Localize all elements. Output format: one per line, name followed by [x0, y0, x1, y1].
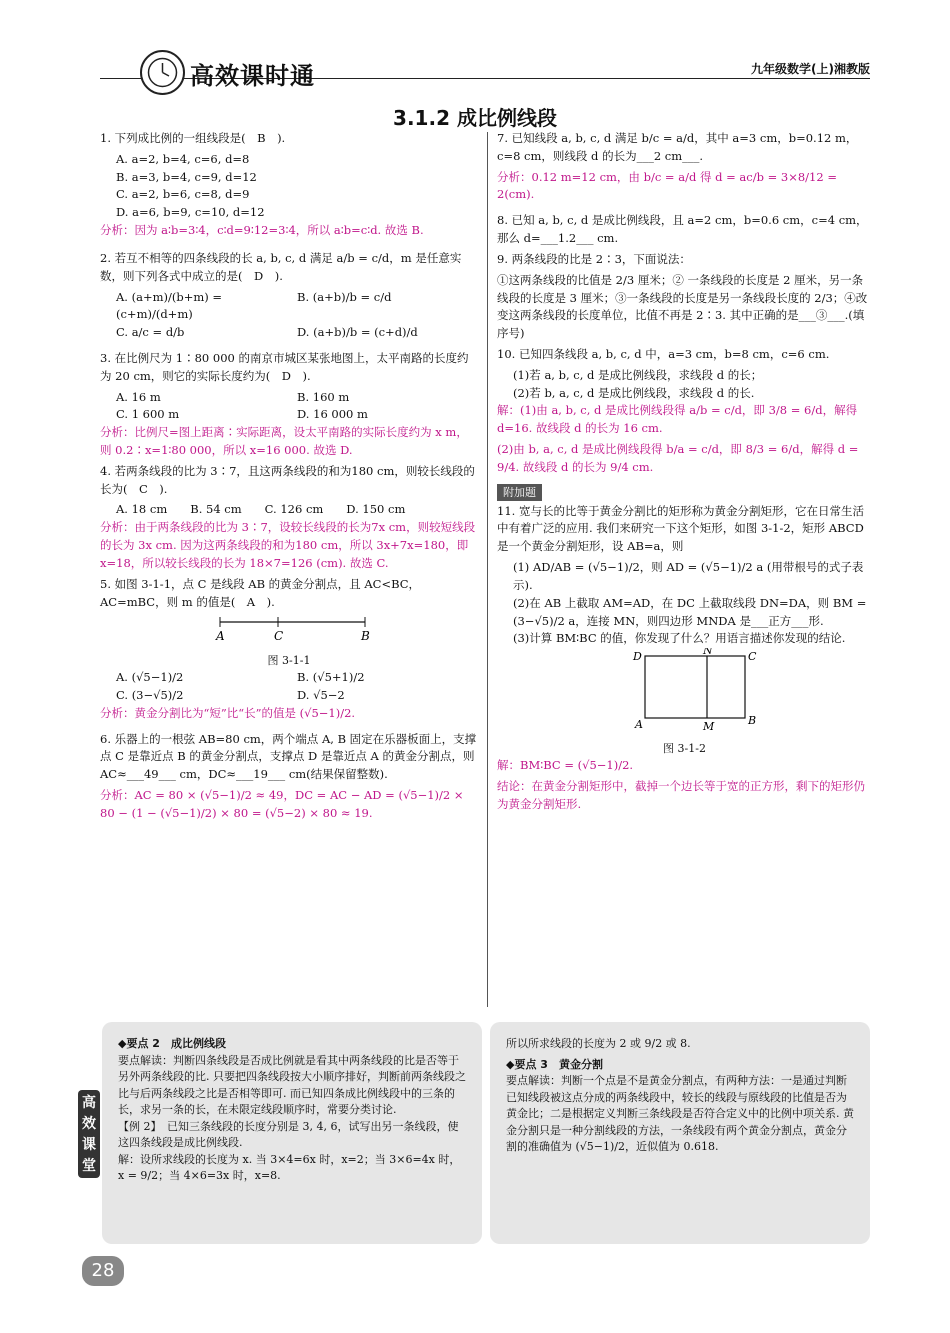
question-5: 5. 如图 3-1-1，点 C 是线段 AB 的黄金分割点，且 AC<BC，AC=mBC，则 m 的值是( A ). [100, 576, 421, 609]
solution: 解：BM∶BC = (√5−1)/2. [497, 758, 634, 773]
option: D. (a+b)/b = (c+d)/d [297, 325, 418, 340]
question-9-statements: ①这两条线段的比值是 2/3 厘米；② 一条线段的长度是 2 厘米，另一条线段的长度是 3 厘米；③一条线段的长度是另一条线段长度的 2/3；④改变这两条线段的长度单位，比值不再是 2∶3. 其中正确的是___③___.(填序号) [497, 272, 868, 341]
side-tab-label: 高效课堂 [78, 1090, 100, 1178]
option-row [100, 389, 478, 407]
question-11-part: (3)计算 BM∶BC 的值，你发现了什么？用语言描述你发现的结论. [513, 631, 846, 646]
question-9: 9. 两条线段的比是 2∶3，下面说法： [497, 251, 691, 266]
question-10-part: (2)若 b, a, c, d 是成比例线段，求线段 d 的长. [513, 385, 755, 400]
option: C. a=2, b=6, c=8, d=9 [116, 187, 250, 202]
extra-question-tag: 附加题 [497, 484, 542, 501]
option: D. 16 000 m [297, 407, 368, 422]
point-label: B [361, 629, 370, 644]
point-label: D [633, 650, 642, 664]
question-4: 4. 若两条线段的比为 3∶7，且这两条线段的和为180 cm，则较长线段的长为( C ). [100, 463, 475, 496]
point-label: C [274, 629, 284, 644]
key-point-heading: ◆要点 3 黄金分割 [506, 1057, 603, 1071]
example-conclusion: 所以所求线段的长度为 2 或 9/2 或 8. [506, 1037, 691, 1050]
question-1: 1. 下列成比例的一组线段是( B ). [100, 131, 286, 145]
solution: 解：(1)由 a, b, c, d 是成比例线段得 a/b = c/d，即 3/8 = 6/d，解得 d=16. 故线段 d 的长为 16 cm. [497, 403, 858, 436]
figure-caption: 图 3-1-1 [267, 654, 311, 668]
question-2: 2. 若互不相等的四条线段的长 a, b, c, d 满足 a/b = c/d，m 是任意实数，则下列各式中成立的是( D ). [100, 250, 462, 283]
option: A. a=2, b=4, c=6, d=8 [116, 151, 250, 166]
analysis: 分析：黄金分割比为“短”比“长”的值是 (√5−1)/2. [100, 705, 356, 720]
option: B. (√5+1)/2 [297, 670, 365, 685]
option: B. a=3, b=4, c=9, d=12 [116, 169, 257, 184]
section-title: 3.1.2 成比例线段 [393, 106, 557, 130]
key-point-text: 要点解读：判断四条线段是否成比例就是看其中两条线段的比是否等于另外两条线段的比. 只要把四条线段按大小顺序排好，判断前两条线段之比与后两条线段之比是否相等即可. 而已知四条成比例线段中的三条的长，求另一条的长，在未限定线段顺序时，常要分类讨论. [118, 1053, 466, 1116]
question-10-part: (1)若 a, b, c, d 是成比例线段，求线段 d 的长； [513, 367, 763, 382]
question-10: 10. 已知四条线段 a, b, c, d 中，a=3 cm，b=8 cm，c=6 cm. [497, 346, 830, 361]
page-number: 28 [82, 1256, 124, 1286]
option: C. (3−√5)/2 [116, 687, 184, 702]
analysis: 分析：因为 a∶b=3∶4，c∶d=9∶12=3∶4，所以 a∶b=c∶d. 故选 B. [100, 223, 424, 238]
analysis: 分析：比例尺=图上距离∶实际距离，设太平南路的实际长度约为 x m，则 0.2∶x=1∶80 000，所以 x=16 000. 故选 D. [100, 425, 468, 457]
question-11-part: (1) AD/AB = (√5−1)/2，则 AD = (√5−1)/2 a (用带根号的式子表示). [513, 560, 864, 592]
question-11: 11. 宽与长的比等于黄金分割比的矩形称为黄金分割矩形，它在日常生活中有着广泛的应用. 我们来研究一下这个矩形，如图 3-1-2，矩形 ABCD 是一个黄金分割矩形，设 AB=a，则 [497, 503, 864, 554]
left-column [100, 130, 478, 826]
question-3: 3. 在比例尺为 1∶80 000 的南京市城区某张地图上，太平南路的长度约为 20 cm，则它的实际长度约为( D ). [100, 350, 469, 383]
point-label: C [748, 650, 757, 664]
point-label: M [703, 720, 715, 734]
option: D. a=6, b=9, c=10, d=12 [116, 205, 265, 220]
key-point-box-right [490, 1022, 870, 1244]
option: C. a/c = d/b [116, 325, 185, 340]
analysis: 分析：由于两条线段的比为 3∶7，设较长线段的长为7x cm，则较短线段的长为 3x cm. 因为这两条线段的和为180 cm，所以 3x+7x=180，即 x=18，所以较长线段的长为 18×7=126 (cm). 故选 C. [100, 520, 476, 570]
example-text: 【例 2】 已知三条线段的长度分别是 3, 4, 6，试写出另一条线段，使这四条线段是成比例线段. [118, 1119, 459, 1149]
key-point-text: 要点解读：判断一个点是不是黄金分割点，有两种方法：一是通过判断已知线段被这点分成的两条线段中，较长的线段与原线段的比值是否为黄金比；二是根据定义判断三条线段是否符合定义中的比例中项关系. 黄金分割只是一种分割线段的方法，一条线段有两个黄金分割点，黄金分割的准确值为 (√5−1)/2，近似值为 0.618. [506, 1074, 854, 1153]
option: A. 18 cm B. 54 cm C. 126 cm D. 150 cm [116, 502, 406, 517]
question-11-part: (2)在 AB 上截取 AM=AD，在 DC 上截取线段 DN=DA，则 BM = (3−√5)/2 a，连接 MN，则四边形 MNDA 是___正方___形. [513, 595, 867, 628]
point-label: A [635, 718, 643, 732]
solution: (2)由 b, a, c, d 是成比例线段得 b/a = c/d，即 8/3 = 6/d，解得 d = 9/4. 故线段 d 的长为 9/4 cm. [497, 442, 859, 474]
option: D. √5−2 [297, 687, 345, 702]
point-label: N [703, 648, 713, 658]
option: A. (√5−1)/2 [116, 670, 184, 685]
point-label: A [216, 629, 225, 644]
key-point-heading: ◆要点 2 成比例线段 [118, 1037, 226, 1050]
option-row [100, 324, 478, 342]
figure-3-1-2 [497, 648, 872, 734]
option: C. 1 600 m [116, 407, 180, 422]
option: B. 160 m [297, 389, 350, 404]
point-label: B [748, 714, 757, 728]
figure-3-1-1 [100, 614, 478, 646]
column-divider [487, 132, 488, 1007]
alarm-clock-logo-icon [140, 50, 185, 95]
option-row [100, 687, 478, 705]
brand-title: 高效课时通 [190, 62, 315, 90]
conclusion: 结论：在黄金分割矩形中，截掉一个边长等于宽的正方形，剩下的矩形仍为黄金分割矩形. [497, 778, 865, 811]
analysis: 分析：0.12 m=12 cm，由 b/c = a/d 得 d = ac/b = 3×8/12 = 2(cm). [497, 169, 837, 202]
analysis: 分析：AC = 80 × (√5−1)/2 ≈ 49，DC = AC − AD = (√5−1)/2 × 80 − (1 − (√5−1)/2) × 80 = (√5−2) × 80 ≈ 19. [100, 788, 464, 820]
example-solution: 解：设所求线段的长度为 x. 当 3×4=6x 时，x=2；当 3×6=4x 时，x = 9/2；当 4×6=3x 时，x=8. [118, 1152, 461, 1182]
option-row [100, 669, 478, 687]
edition-label: 九年级数学(上)湘教版 [751, 62, 870, 76]
option: A. 16 m [116, 389, 161, 404]
option-row [100, 289, 478, 325]
key-point-box-left [102, 1022, 482, 1244]
question-8: 8. 已知 a, b, c, d 是成比例线段，且 a=2 cm，b=0.6 cm，c=4 cm，那么 d=___1.2___ cm. [497, 213, 868, 246]
option: B. (a+b)/b = c/d [297, 289, 392, 304]
figure-caption: 图 3-1-2 [663, 741, 706, 755]
option-row [100, 406, 478, 424]
question-6: 6. 乐器上的一根弦 AB=80 cm，两个端点 A, B 固定在乐器板面上，支撑点 C 是靠近点 B 的黄金分割点，支撑点 D 是靠近点 A 的黄金分割点，则 AC≈___49___ cm，DC≈___19___ cm(结果保留整数). [100, 731, 477, 782]
question-7: 7. 已知线段 a, b, c, d 满足 b/c = a/d，其中 a=3 cm，b=0.12 m，c=8 cm，则线段 d 的长为___2 cm___. [497, 131, 858, 163]
right-column [497, 130, 872, 816]
option: A. (a+m)/(b+m) = (c+m)/(d+m) [116, 289, 223, 322]
